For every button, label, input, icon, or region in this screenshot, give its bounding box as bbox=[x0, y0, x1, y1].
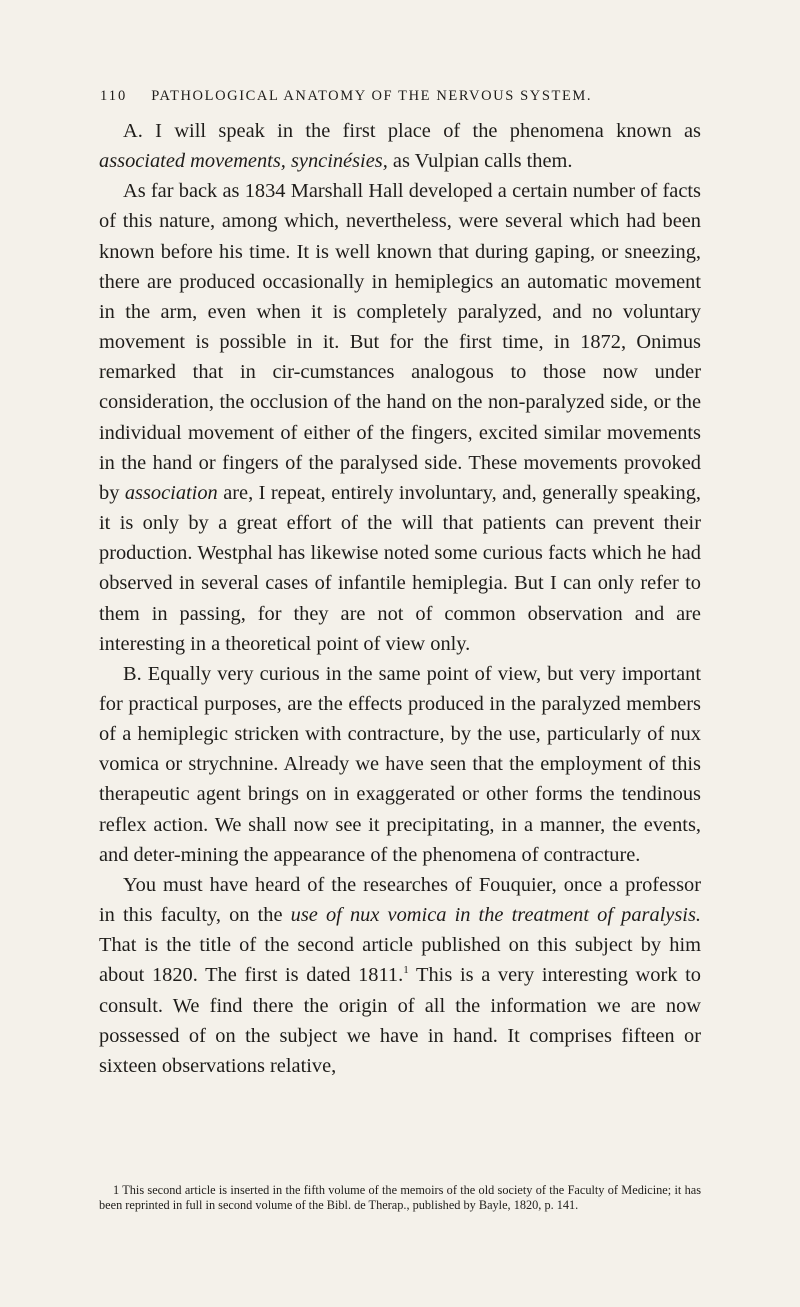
footnote-body: This second article is inserted in the fifth volume of the memoirs of the old society of the Faculty of Medicine; it has been reprinted in full in second volume of the Bibl. de Therap., published by Bayle, 1820, p. 141. bbox=[99, 1183, 701, 1212]
text-run: As far back as 1834 Marshall Hall developed a certain number of facts of this nature, among which, nevertheless, were several which had been known before his time. It is well known that during gaping, or sneezing, there are produced occasionally in hemiplegics an automatic movement in the arm, even when it is completely paralyzed, and no voluntary movement is possible in it. But for the first time, in 1872, Onimus remarked that in cir-cumstances analogous to those now under consideration, the occlusion of the hand on the non-paralyzed side, or the individual movement of either of the fingers, excited similar movements in the hand or fingers of the paralysed side. These movements provoked by bbox=[99, 180, 701, 504]
text-run: That is the title of the second article published on this subject by him about 1820. The first is dated 1811. bbox=[99, 934, 701, 987]
body-text bbox=[99, 116, 701, 1081]
running-title: PATHOLOGICAL ANATOMY OF THE NERVOUS SYSTEM. bbox=[151, 88, 593, 104]
paragraph-fouquier bbox=[99, 870, 701, 1081]
footnote-reference: 1 bbox=[403, 964, 409, 977]
footnote-marker: 1 bbox=[113, 1183, 120, 1197]
text-run: as Vulpian calls them. bbox=[387, 150, 573, 173]
text-run: You must have heard of the researches of Fouquier, once a professor in this faculty, on the bbox=[99, 873, 701, 927]
italic-term: association bbox=[124, 481, 218, 504]
footnote bbox=[99, 1183, 701, 1212]
text-run: are, I repeat, entirely involuntary, and, generally speaking, it is only by a great effort of the will that patients can prevent their production. Westphal has likewise noted some curious facts which he had observed in several cases of infantile hemiplegia. But I can only refer to them in passing, for they are not of common observation and are interesting in a theoretical point of view only. bbox=[99, 481, 701, 655]
footnote-text bbox=[99, 1183, 701, 1212]
italic-title: use of nux vomica in the treatment of paralysis. bbox=[290, 904, 701, 927]
italic-term: associated movements, syncinésies, bbox=[99, 150, 388, 173]
text-run: This is a very interesting work to consult. We find there the origin of all the information we are now possessed of on the subject we have in hand. It comprises fifteen or sixteen observations relative, bbox=[99, 964, 701, 1077]
running-header bbox=[100, 88, 700, 105]
text-run: B. Equally very curious in the same point of view, but very important for practical purposes, are the effects produced in the paralyzed members of a hemiplegic stricken with contracture, by the use, particularly of nux vomica or strychnine. Already we have seen that the employment of this therapeutic agent brings on in exaggerated or other forms the tendinous reflex action. We shall now see it precipitating, in a manner, the events, and deter-mining the appearance of the phenomena of contracture. bbox=[99, 662, 701, 866]
paragraph-associated-movements bbox=[99, 116, 701, 176]
paragraph-marshall-hall bbox=[99, 176, 701, 659]
page-number: 110 bbox=[100, 88, 128, 104]
text-run: A. I will speak in the first place of the phenomena known as bbox=[123, 120, 701, 142]
paragraph-nux-vomica-effects bbox=[99, 659, 701, 870]
